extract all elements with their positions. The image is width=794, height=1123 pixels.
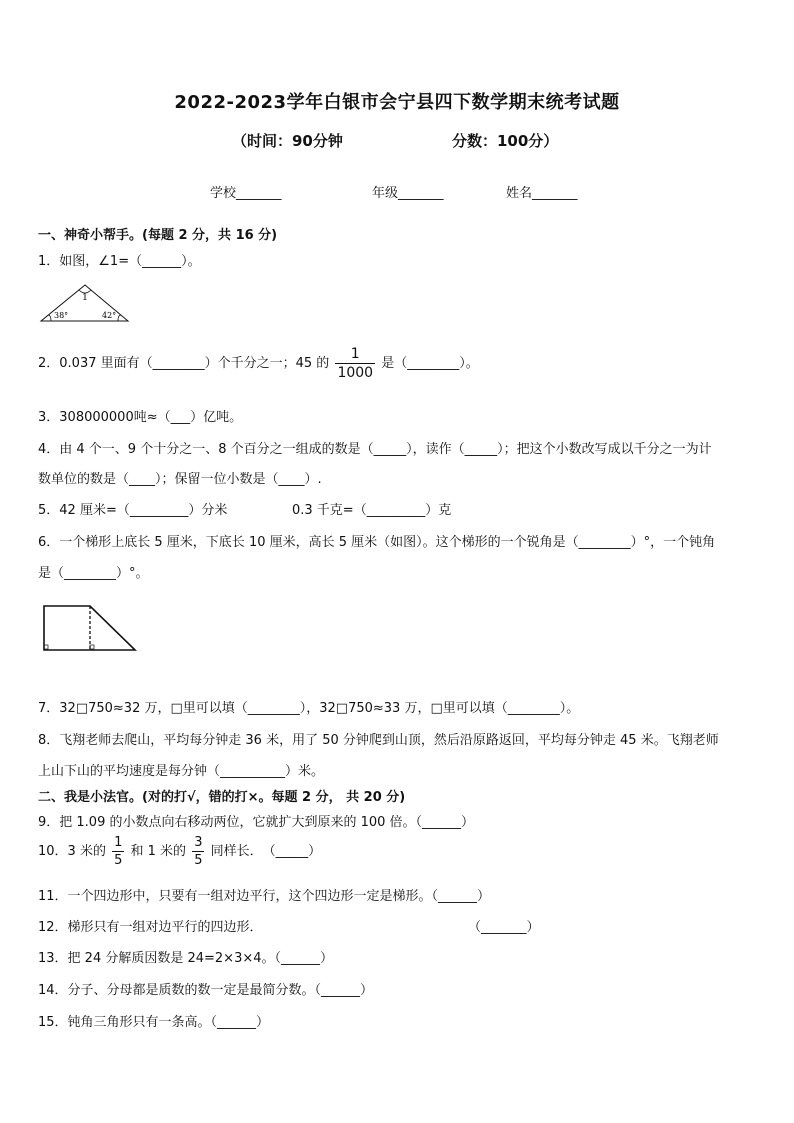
exam-score: 分数：100分） — [452, 132, 559, 150]
question-6-line-1: 6．一个梯形上底长 5 厘米，下底长 10 厘米，高长 5 厘米（如图）。这个梯形的一个锐角是（________）°，一个钝角 — [38, 535, 716, 550]
section-2-heading: 二、我是小法官。(对的打√，错的打×。每题 2 分， 共 20 分) — [38, 790, 406, 805]
fraction-denominator: 5 — [114, 853, 123, 868]
question-12: 12．梯形只有一组对边平行的四边形． — [38, 920, 263, 935]
fraction-1-5 — [112, 836, 124, 867]
question-5-part-2: 0.3 千克=（_________）克 — [292, 503, 452, 518]
question-12-blank: （_______） — [468, 920, 540, 935]
question-10-text: 10．3 米的 — [38, 844, 106, 859]
school-field: 学校_______ — [210, 186, 282, 201]
fraction-1-1000 — [335, 347, 375, 380]
angle-38-label: 38° — [54, 311, 69, 320]
fraction-numerator: 3 — [194, 835, 203, 850]
fraction-denominator: 5 — [194, 853, 203, 868]
question-2 — [38, 347, 479, 380]
question-10 — [38, 836, 321, 867]
question-9: 9．把 1.09 的小数点向右移动两位，它就扩大到原来的 100 倍。（______） — [38, 815, 475, 830]
question-13: 13．把 24 分解质因数是 24=2×3×4。（______） — [38, 951, 334, 966]
fraction-denominator: 1000 — [337, 365, 374, 381]
question-14: 14．分子、分母都是质数的数一定是最简分数。（______） — [38, 983, 374, 998]
question-4-line-2: 数单位的数是（____）；保留一位小数是（____）. — [38, 472, 322, 487]
question-15: 15．钝角三角形只有一条高。（______） — [38, 1015, 270, 1030]
fraction-numerator: 1 — [335, 347, 375, 364]
name-field: 姓名_______ — [506, 186, 578, 201]
question-1: 1．如图，∠1=（______）。 — [38, 254, 201, 269]
question-10-text-mid: 和 1 米的 — [130, 844, 187, 859]
question-2-text: 2．0.037 里面有（________）个千分之一；45 的 — [38, 356, 330, 371]
question-10-text-end: 同样长． （_____） — [210, 844, 322, 859]
angle-42-label: 42° — [102, 311, 117, 320]
page-title: 2022-2023学年白银市会宁县四下数学期末统考试题 — [174, 92, 620, 113]
question-2-text-end: 是（________）。 — [381, 356, 479, 371]
angle-1-label: 1 — [82, 293, 88, 303]
triangle-figure — [38, 282, 134, 324]
question-3: 3．308000000吨≈（___）亿吨。 — [38, 410, 243, 425]
question-5-part-1: 5．42 厘米=（_________）分米 — [38, 503, 228, 518]
question-6-line-2: 是（________）°。 — [38, 566, 149, 581]
grade-field: 年级_______ — [372, 186, 444, 201]
fraction-3-5 — [192, 836, 204, 867]
question-8-line-2: 上山下山的平均速度是每分钟（__________）米。 — [38, 764, 325, 779]
section-1-heading: 一、神奇小帮手。(每题 2 分，共 16 分) — [38, 228, 278, 243]
question-7: 7．32□750≈32 万，□里可以填（________），32□750≈33 万，□里可以填（________）。 — [38, 701, 580, 716]
fraction-numerator: 1 — [114, 835, 123, 850]
question-4-line-1: 4．由 4 个一、9 个十分之一、8 个百分之一组成的数是（_____），读作（_____）；把这个小数改写成以千分之一为计 — [38, 442, 712, 457]
trapezoid-figure — [38, 600, 142, 658]
question-11: 11．一个四边形中，只要有一组对边平行，这个四边形一定是梯形。（______） — [38, 889, 491, 904]
exam-time: （时间：90分钟 — [232, 132, 343, 150]
question-8-line-1: 8．飞翔老师去爬山，平均每分钟走 36 米，用了 50 分钟爬到山顶，然后沿原路返回，平均每分钟走 45 米。飞翔老师 — [38, 733, 719, 748]
